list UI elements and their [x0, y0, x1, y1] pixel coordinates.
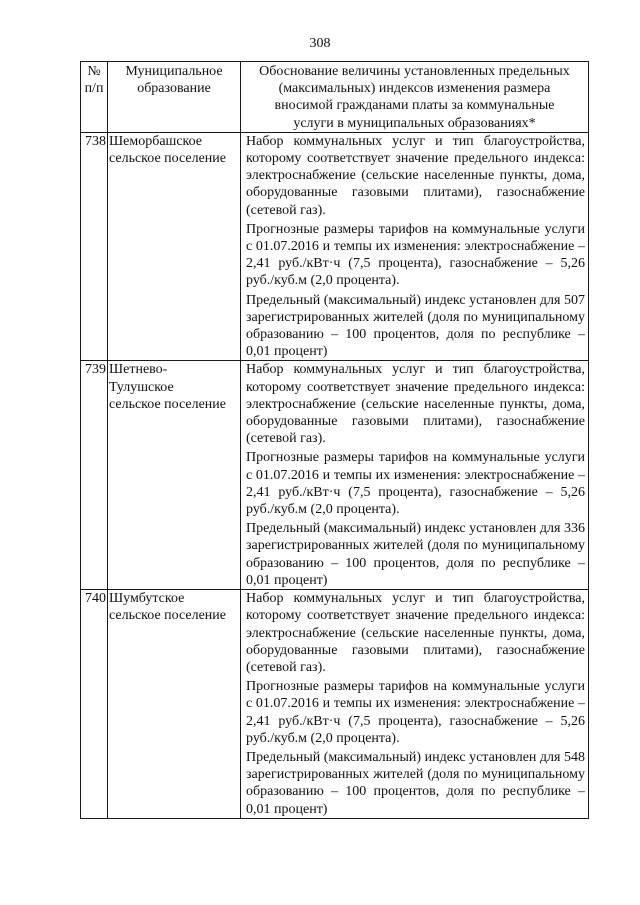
header-municipality-text: Муниципальное образование — [125, 64, 223, 97]
municipality-line: сельское поселение — [109, 151, 226, 167]
justification-paragraph: Набор коммунальных услуг и тип благоустройства, которому соответствует значение предельного индекса: электроснабжение (сельские населенные пункты, дома, оборудованные газовыми плитами), газоснабжение (сетевой газ). — [246, 133, 585, 218]
row-justification — [241, 132, 589, 361]
row-number: 738 — [81, 132, 108, 361]
justification-paragraph: Прогнозные размеры тарифов на коммунальные услуги с 01.07.2016 и темпы их изменения: электроснабжение – 2,41 руб./кВт·ч (7,5 процента), газоснабжение – 5,26 руб./куб.м (2,0 процента). — [246, 450, 585, 518]
municipality-line: Шумбутское — [109, 591, 185, 607]
justification-paragraph: Предельный (максимальный) индекс установлен для 507 зарегистрированных жителей (доля по муниципальному образованию – 100 процентов, доля по республике – 0,01 процент) — [246, 292, 585, 360]
justification-paragraph: Прогнозные размеры тарифов на коммунальные услуги с 01.07.2016 и темпы их изменения: электроснабжение – 2,41 руб./кВт·ч (7,5 процента), газоснабжение – 5,26 руб./куб.м (2,0 процента). — [246, 221, 585, 289]
row-justification — [241, 590, 589, 819]
row-number: 740 — [81, 590, 108, 819]
municipality-line: сельское поселение — [109, 396, 226, 412]
header-municipality — [108, 62, 241, 133]
justification-paragraph: Набор коммунальных услуг и тип благоустройства, которому соответствует значение предельного индекса: электроснабжение (сельские населенные пункты, дома, оборудованные газовыми плитами), газоснабжение (сетевой газ). — [246, 362, 585, 447]
page-number: 308 — [309, 36, 331, 51]
row-number: 739 — [81, 361, 108, 590]
justification-paragraph: Предельный (максимальный) индекс установлен для 548 зарегистрированных жителей (доля по муниципальному образованию – 100 процентов, доля по республике – 0,01 процент) — [246, 749, 585, 817]
justification-paragraph: Набор коммунальных услуг и тип благоустройства, которому соответствует значение предельного индекса: электроснабжение (сельские населенные пункты, дома, оборудованные газовыми плитами), газоснабжение (сетевой газ). — [246, 591, 585, 675]
tariff-index-table — [80, 61, 589, 819]
table-body — [81, 132, 589, 818]
row-justification — [241, 361, 589, 590]
justification-paragraph: Прогнозные размеры тарифов на коммунальные услуги с 01.07.2016 и темпы их изменения: электроснабжение – 2,41 руб./кВт·ч (7,5 процента), газоснабжение – 5,26 руб./куб.м (2,0 процента). — [246, 679, 585, 746]
table-header — [81, 62, 589, 133]
row-municipality — [108, 132, 241, 361]
header-num — [81, 62, 108, 133]
justification-paragraph: Предельный (максимальный) индекс установлен для 336 зарегистрированных жителей (доля по муниципальному образованию – 100 процентов, доля по республике – 0,01 процент) — [246, 521, 585, 588]
table-row — [81, 590, 589, 819]
row-municipality — [108, 361, 241, 590]
municipality-line: Шеморбашское — [109, 133, 203, 149]
header-justification — [241, 62, 589, 133]
municipality-line: сельское поселение — [109, 608, 226, 624]
header-row — [81, 62, 589, 133]
header-justification-text: Обоснование величины установленных предельных (максимальных) индексов изменения размера вносимой гражданами платы за коммунальные услуги в муниципальных образованиях* — [259, 64, 570, 131]
table-row — [81, 361, 589, 590]
table-row — [81, 132, 589, 361]
municipality-line: Шетнево- — [109, 362, 168, 378]
header-num-text: № п/п — [84, 64, 104, 97]
municipality-line: Тулушское — [109, 379, 174, 395]
row-municipality — [108, 590, 241, 819]
